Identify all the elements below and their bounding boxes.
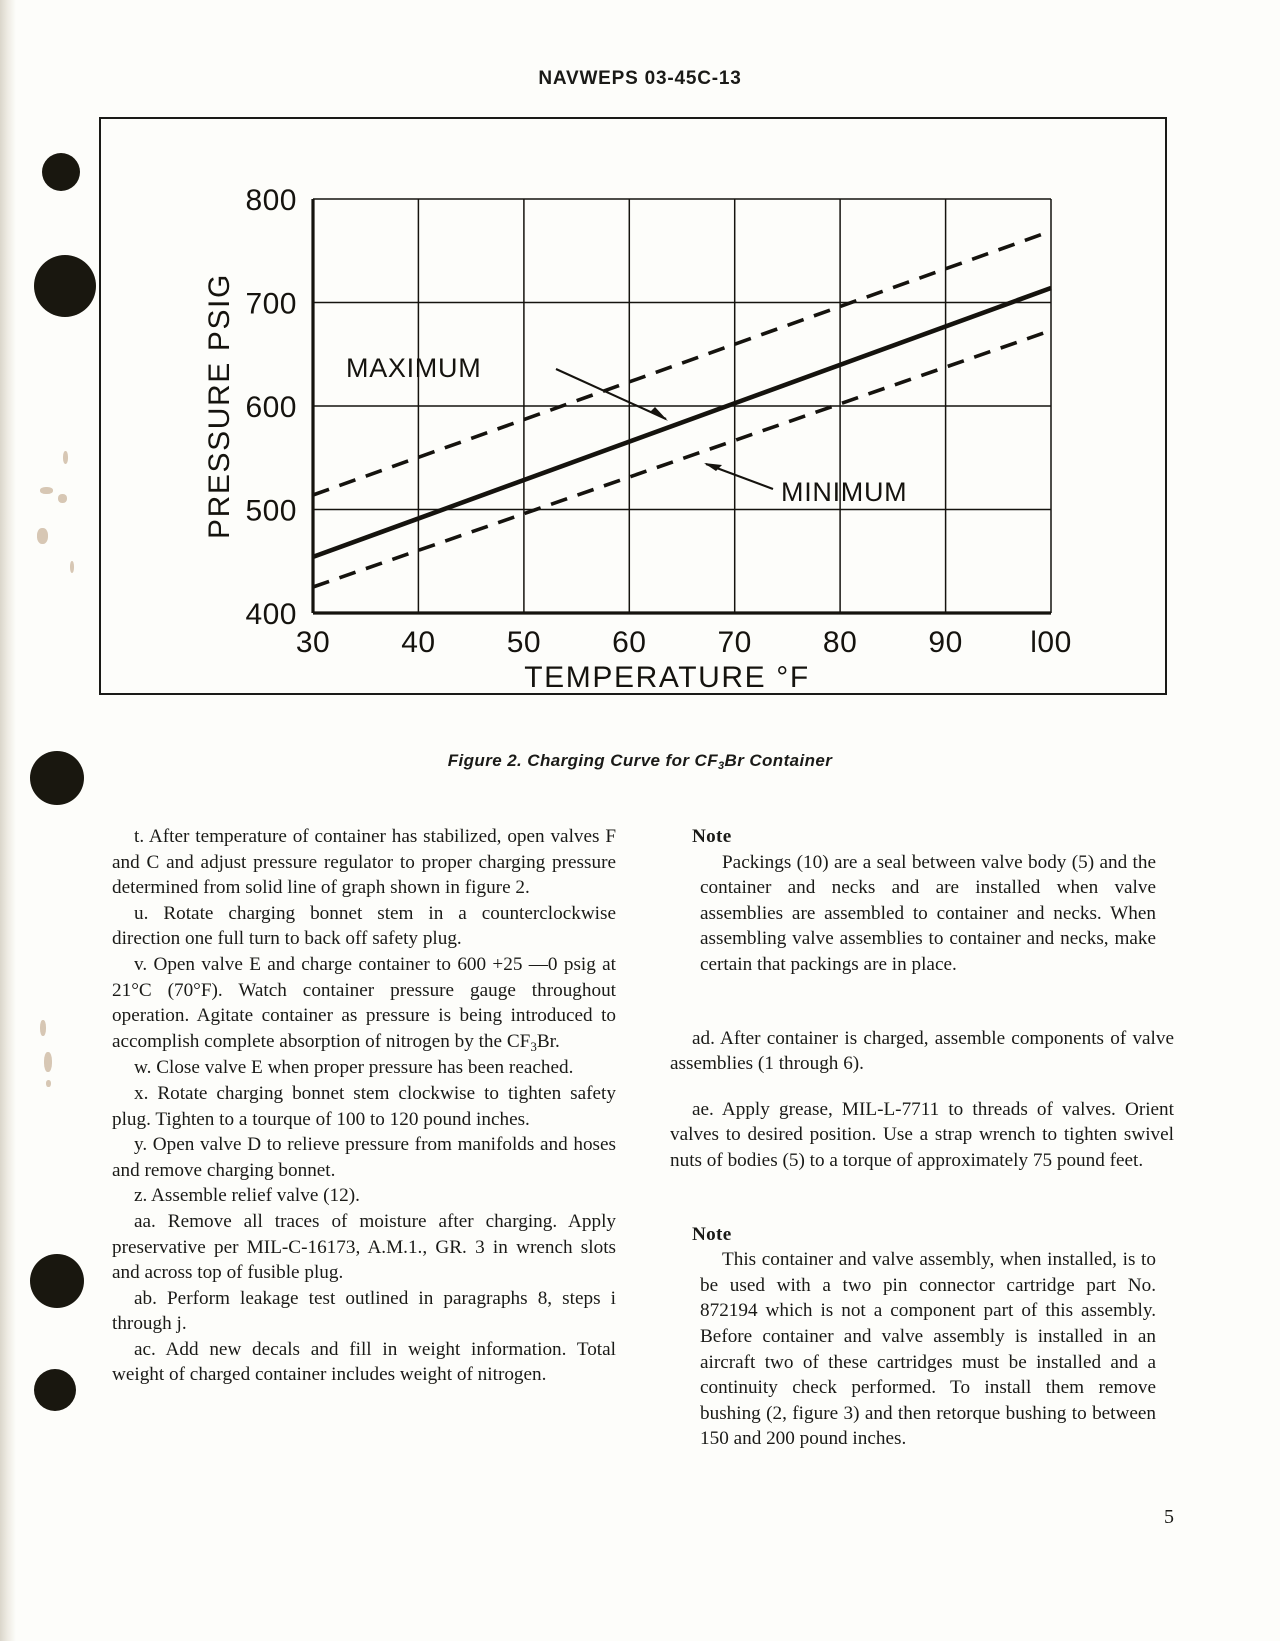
note-heading-2: Note — [692, 1223, 732, 1245]
ytick-600: 600 — [245, 391, 297, 424]
spacer — [670, 1174, 1174, 1222]
note-body-1: Packings (10) are a seal between valve body (5) and the container and necks and are installed when valve assemblies are assembled to container and necks. When assembling valve assemblies to container and necks, make certain that packings are in place. — [700, 851, 1156, 975]
paragraph-aa: aa. Remove all traces of moisture after charging. Apply preservative per MIL-C-16173, A.M.1., GR. 3 in wrench slots and across top of fusible plug. — [112, 1210, 616, 1284]
ytick-400: 400 — [245, 598, 297, 631]
figure-caption-suffix: Br Container — [724, 751, 833, 770]
note-body-2: This container and valve assembly, when installed, is to be used with a two pin connector cartridge part No. 872194 which is not a component part of this assembly. Before container and valve assembly is installed in an aircraft two of these cartridges must be installed and a continuity check performed. To install them remove bushing (2, figure 3) and then retorque bushing to between 150 and 200 pound inches. — [700, 1249, 1156, 1450]
paragraph-w: w. Close valve E when proper pressure has been reached. — [134, 1057, 574, 1079]
note-heading-1: Note — [692, 826, 732, 847]
scan-speckle — [37, 528, 48, 544]
paragraph-v-suffix: Br. — [536, 1030, 560, 1052]
chart-svg — [101, 119, 1169, 697]
paragraph-y: y. Open valve D to relieve pressure from manifolds and hoses and remove charging bonnet. — [112, 1134, 616, 1181]
paragraph-z: z. Assemble relief valve (12). — [134, 1185, 360, 1207]
paragraph-ad: ad. After container is charged, assemble components of valve assemblies (1 through 6). — [670, 1027, 1174, 1075]
xtick-30: 30 — [295, 626, 331, 659]
paragraph-t: t. After temperature of container has stabilized, open valves F and C and adjust pressure regulator to proper charging pressure determined from solid line of graph shown in figure 2. — [112, 826, 616, 899]
figure-frame — [99, 117, 1167, 695]
xtick-50: 50 — [506, 626, 542, 659]
paragraph-v-subscript: 3 — [530, 1038, 537, 1054]
paragraph-ae: ae. Apply grease, MIL-L-7711 to threads of valves. Orient valves to desired position. Use a strap wrench to tighten swivel nuts of bodies (5) to a torque of approximately 75 pound feet. — [670, 1098, 1174, 1171]
punch-hole — [30, 1254, 84, 1308]
xtick-100: l00 — [1030, 626, 1072, 659]
ytick-500: 500 — [245, 494, 297, 528]
ytick-700: 700 — [245, 287, 297, 321]
scan-edge-shadow — [0, 0, 16, 1641]
figure-caption — [0, 751, 1280, 771]
spacer — [670, 1077, 1174, 1097]
punch-hole — [42, 153, 80, 191]
charging-curve-chart — [101, 119, 1169, 697]
figure-caption-subscript: 3 — [717, 760, 725, 772]
series-label-maximum: MAXIMUM — [346, 353, 482, 383]
xtick-40: 40 — [401, 626, 436, 659]
paragraph-v — [112, 952, 616, 1055]
punch-hole — [34, 255, 96, 317]
annotation-leader-maximum — [556, 369, 666, 419]
paragraph-u: u. Rotate charging bonnet stem in a counterclockwise direction one full turn to back off safety plug. — [112, 902, 616, 950]
scan-speckle — [58, 494, 67, 503]
xtick-80: 80 — [822, 626, 858, 659]
paragraph-v-prefix: v. Open valve E and charge container to 600 +25 —0 psig at 21°C (70°F). Watch container pressure gauge throughout operation. Agitate container as pressure is being introduced to accomplish complete absorption of nitrogen by the CF — [112, 953, 616, 1052]
scan-speckle — [40, 1020, 46, 1036]
scan-speckle — [70, 561, 74, 573]
xtick-60: 60 — [612, 626, 647, 659]
paragraph-x: x. Rotate charging bonnet stem clockwise to tighten safety plug. Tighten to a tourque of 100 to 120 pound inches. — [112, 1082, 616, 1130]
left-column — [112, 824, 616, 1452]
page-number: 5 — [1164, 1506, 1174, 1528]
paragraph-ab: ab. Perform leakage test outlined in paragraphs 8, steps i through j. — [112, 1287, 616, 1335]
ytick-800: 800 — [245, 184, 297, 217]
paragraph-ac: ac. Add new decals and fill in weight information. Total weight of charged container includes weight of nitrogen. — [112, 1338, 616, 1386]
xtick-90: 90 — [928, 626, 963, 659]
document-header: NAVWEPS 03-45C-13 — [538, 68, 742, 89]
spacer — [670, 978, 1174, 1026]
body-columns — [112, 824, 1174, 1452]
figure-caption-prefix: Figure 2. Charging Curve for CF — [447, 751, 718, 770]
scan-speckle — [40, 487, 53, 494]
y-axis-title: PRESSURE PSIG — [203, 273, 236, 539]
scan-speckle — [63, 451, 68, 464]
x-axis-title: TEMPERATURE °F — [524, 661, 810, 694]
xtick-70: 70 — [717, 626, 752, 659]
right-column — [670, 824, 1174, 1452]
series-nominal-line — [313, 288, 1051, 557]
scan-speckle — [46, 1080, 51, 1087]
punch-hole — [34, 1369, 76, 1411]
series-label-minimum: MINIMUM — [781, 477, 908, 507]
scan-speckle — [44, 1052, 52, 1072]
